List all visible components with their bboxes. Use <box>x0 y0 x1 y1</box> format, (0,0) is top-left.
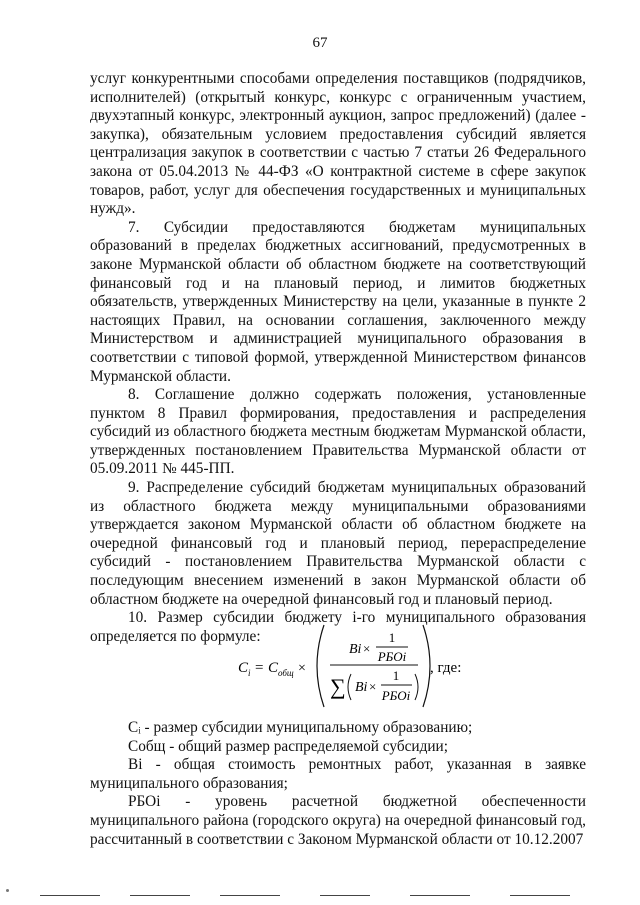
formula-lhs: C <box>238 660 249 676</box>
denominator-times: × <box>369 679 377 694</box>
formula-total-sub: общ <box>278 668 294 678</box>
numerator-bi: Bi <box>349 642 362 657</box>
right-big-paren <box>423 625 430 707</box>
definition-bi: Bi - общая стоимость ремонтных работ, указанная в заявке муниципального образования; <box>90 756 586 792</box>
scan-artifact-line <box>220 895 280 896</box>
scan-artifact-dot <box>6 889 9 892</box>
sum-symbol: ∑ <box>330 674 346 699</box>
denominator-bi: Bi <box>355 680 368 695</box>
formula-equals: = <box>255 660 264 676</box>
denominator-rboi: РБОi <box>381 688 411 703</box>
right-small-paren <box>415 674 418 700</box>
numerator-rboi: РБОi <box>377 649 407 664</box>
page-number: 67 <box>312 35 328 51</box>
scan-artifact-line <box>40 895 100 896</box>
scan-artifact-line <box>320 895 370 896</box>
left-small-paren <box>348 674 351 700</box>
numerator-times: × <box>363 641 371 656</box>
formula-suffix: , где: <box>430 660 462 676</box>
paragraph-10: 10. Размер субсидии бюджету i-го муниципального образования определяется по формуле: <box>90 609 586 645</box>
paragraph-9: 9. Распределение субсидий бюджетам муниципальных образований из областного бюджета между муниципальными образованиями утверждается законом Мурманской области об областном бюджете на очередной финансовый год и плановый период, перераспределение субсидий - постановлением Правительства Мурманской области с последующим внесением изменений в закон Мурманской области об областном бюджете на очередной финансовый год и плановый период. <box>90 479 586 608</box>
numerator-one: 1 <box>388 630 396 645</box>
left-big-paren <box>317 625 324 707</box>
paragraph-continuation: услуг конкурентными способами определения поставщиков (подрядчиков, исполнителей) (открытый конкурс, конкурс с ограниченным участием, двухэтапный конкурс, электронный аукцион, запрос предложений) (далее - закупка), обязательным условием предоставления субсидий является централизация закупок в соответствии с частью 7 статьи 26 Федерального закона от 05.04.2013 № 44-ФЗ «О контрактной системе в сфере закупок товаров, работ, услуг для обеспечения государственных и муниципальных нужд». <box>90 70 586 218</box>
body-text <box>90 70 586 646</box>
formula-lhs-sub: i <box>248 668 251 678</box>
definitions-list <box>90 719 586 849</box>
scan-artifact-line <box>130 895 190 896</box>
definition-cobsh: Cобщ - общий размер распределяемой субсидии; <box>128 737 448 755</box>
paragraph-7: 7. Субсидии предоставляются бюджетам муниципальных образований в пределах бюджетных ассигнований, предусмотренных в законе Мурманской области об областном бюджете на соответствующий финансовый год и на плановый период, и лимитов бюджетных обязательств, утвержденных Министерству на цели, указанные в пункте 2 настоящих Правил, на основании соглашения, заключенного между Министерством и администрацией муниципального образования в соответствии с типовой формой, утвержденной Министерством финансов Мурманской области. <box>90 218 586 385</box>
formula-total: C <box>268 660 279 676</box>
paragraph-8: 8. Соглашение должно содержать положения, установленные пунктом 8 Правил формирования, предоставления и распределения субсидий из областного бюджета местным бюджетам Мурманской области, утвержденных постановлением Правительства Мурманской области от 05.09.2011 № 445-ПП. <box>90 386 586 478</box>
scan-artifact-line <box>410 895 470 896</box>
formula-times: × <box>298 661 306 676</box>
definition-ci: Cᵢ - размер субсидии муниципальному образованию; <box>128 719 473 736</box>
denominator-one: 1 <box>392 668 400 683</box>
definition-rboi: РБОi - уровень расчетной бюджетной обеспеченности муниципального района (городского округа) на очередной финансовый год, рассчитанный в соответствии с Законом Мурманской области от 10.12.2007 <box>90 793 586 848</box>
scan-artifact-line <box>510 895 570 896</box>
subsidy-formula <box>238 621 478 711</box>
